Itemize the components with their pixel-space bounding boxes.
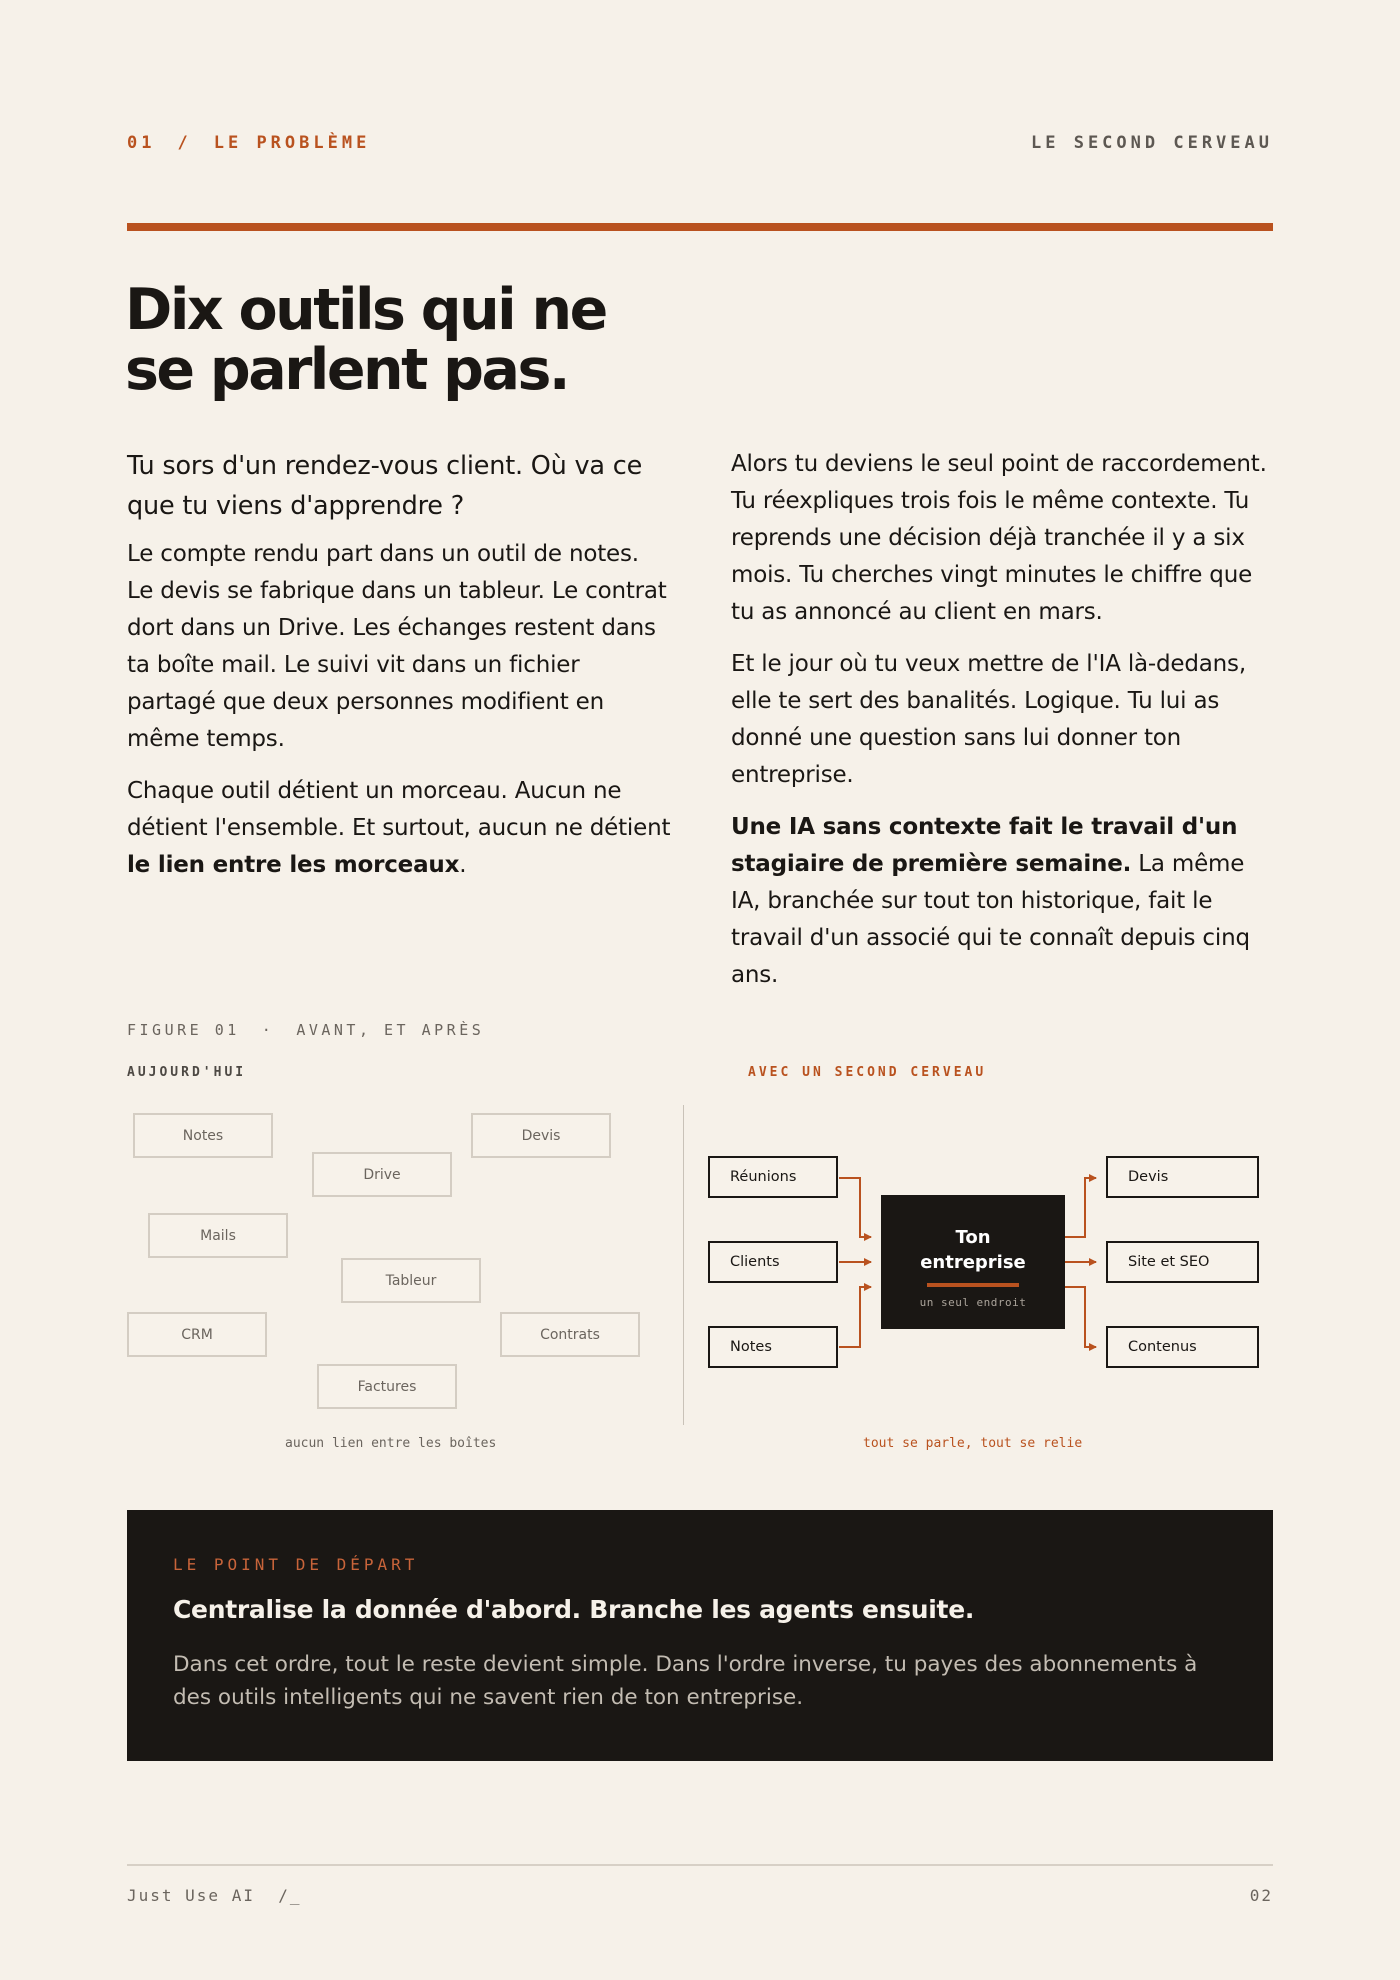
callout-box [127,1510,1273,1761]
output-box-contenus: Contenus [1106,1326,1259,1368]
right-column [731,446,1276,1009]
tool-box-drive: Drive [312,1152,452,1197]
left-paragraph-2-end: . [459,852,467,878]
tool-box-factures: Factures [317,1364,457,1409]
tool-box-notes: Notes [133,1113,273,1158]
hub-title [881,1225,1065,1275]
tool-box-mails: Mails [148,1213,288,1258]
output-box-site-seo: Site et SEO [1106,1241,1259,1283]
output-box-devis: Devis [1106,1156,1259,1198]
right-paragraph-3-text: La même IA, branchée sur tout ton historique, fait le travail d'un associé qui te connaît depuis cinq ans. [731,851,1250,988]
lead-question: Tu sors d'un rendez-vous client. Où va ce que tu viens d'apprendre ? [127,451,643,521]
section-number: 01 [127,133,156,153]
connector-notes [839,1287,871,1347]
right-paragraph-3-emphasis: Une IA sans contexte fait le travail d'un stagiaire de première semaine. [731,814,1238,877]
page-title-line-2: se parlent pas. [125,337,569,403]
left-paragraph-1: Le compte rendu part dans un outil de notes. Le devis se fabrique dans un tableur. Le contrat dort dans un Drive. Les échanges restent dans ta boîte mail. Le suivi vit dans un fichier partagé que deux personnes modifient en même temps. [127,541,667,752]
figure-left-title: AUJOURD'HUI [127,1065,247,1080]
left-paragraph-2 [127,773,672,884]
connector-devis [1065,1178,1096,1237]
tool-box-crm: CRM [127,1312,267,1357]
input-box-reunions: Réunions [708,1156,838,1198]
hub-subtitle: un seul endroit [919,1296,1027,1309]
right-paragraph-1: Alors tu deviens le seul point de raccordement. Tu réexpliques trois fois le même contexte. Tu reprends une décision déjà tranchée il y a six mois. Tu cherches vingt minutes le chiffre que tu as annoncé au client en mars. [731,451,1267,625]
figure-left-note: aucun lien entre les boîtes [285,1436,497,1451]
section-label [127,133,370,153]
hub-accent-bar [927,1283,1019,1287]
footer-rule [127,1864,1273,1866]
figure-right-title: AVEC UN SECOND CERVEAU [748,1065,987,1080]
left-column [127,446,672,899]
right-paragraph-3 [731,809,1276,994]
left-paragraph-2-text: Chaque outil détient un morceau. Aucun ne détient l'ensemble. Et surtout, aucun ne détient [127,778,671,841]
section-title: LE PROBLÈME [213,133,371,153]
callout-text: Dans cet ordre, tout le reste devient simple. Dans l'ordre inverse, tu payes des abonnements à des outils intelligents qui ne savent rien de ton entreprise. [173,1652,1198,1710]
hub-box [881,1195,1065,1329]
section-separator: / [177,133,192,153]
figure-label: FIGURE 01 [127,1021,240,1039]
tool-box-devis: Devis [471,1113,611,1158]
connector-contenus [1065,1287,1096,1347]
page-title-line-1: Dix outils qui ne [125,277,606,343]
figure-right-note: tout se parle, tout se relie [863,1436,1083,1451]
left-paragraph-2-emphasis: le lien entre les morceaux [127,852,460,878]
tool-box-contrats: Contrats [500,1312,640,1357]
page-number: 02 [1249,1886,1273,1905]
callout-tag: LE POINT DE DÉPART [173,1555,419,1574]
figure-caption [127,1021,484,1039]
top-accent-rule [127,223,1273,231]
connector-reunions [839,1178,871,1237]
figure-divider [683,1105,684,1425]
figure-caption-text: AVANT, ET APRÈS [296,1021,485,1039]
figure-caption-dot: · [261,1021,275,1039]
input-box-clients: Clients [708,1241,838,1283]
input-box-notes: Notes [708,1326,838,1368]
hub-title-line-1: Ton [955,1227,991,1248]
footer-brand: Just Use AI /_ [127,1886,302,1905]
hub-title-line-2: entreprise [920,1252,1026,1273]
tool-box-tableur: Tableur [341,1258,481,1303]
right-paragraph-2: Et le jour où tu veux mettre de l'IA là-dedans, elle te sert des banalités. Logique. Tu lui as donné une question sans lui donner ton entreprise. [731,651,1246,788]
callout-title: Centralise la donnée d'abord. Branche les agents ensuite. [173,1595,975,1624]
document-title: LE SECOND CERVEAU [1031,133,1273,153]
page-title [125,277,685,403]
